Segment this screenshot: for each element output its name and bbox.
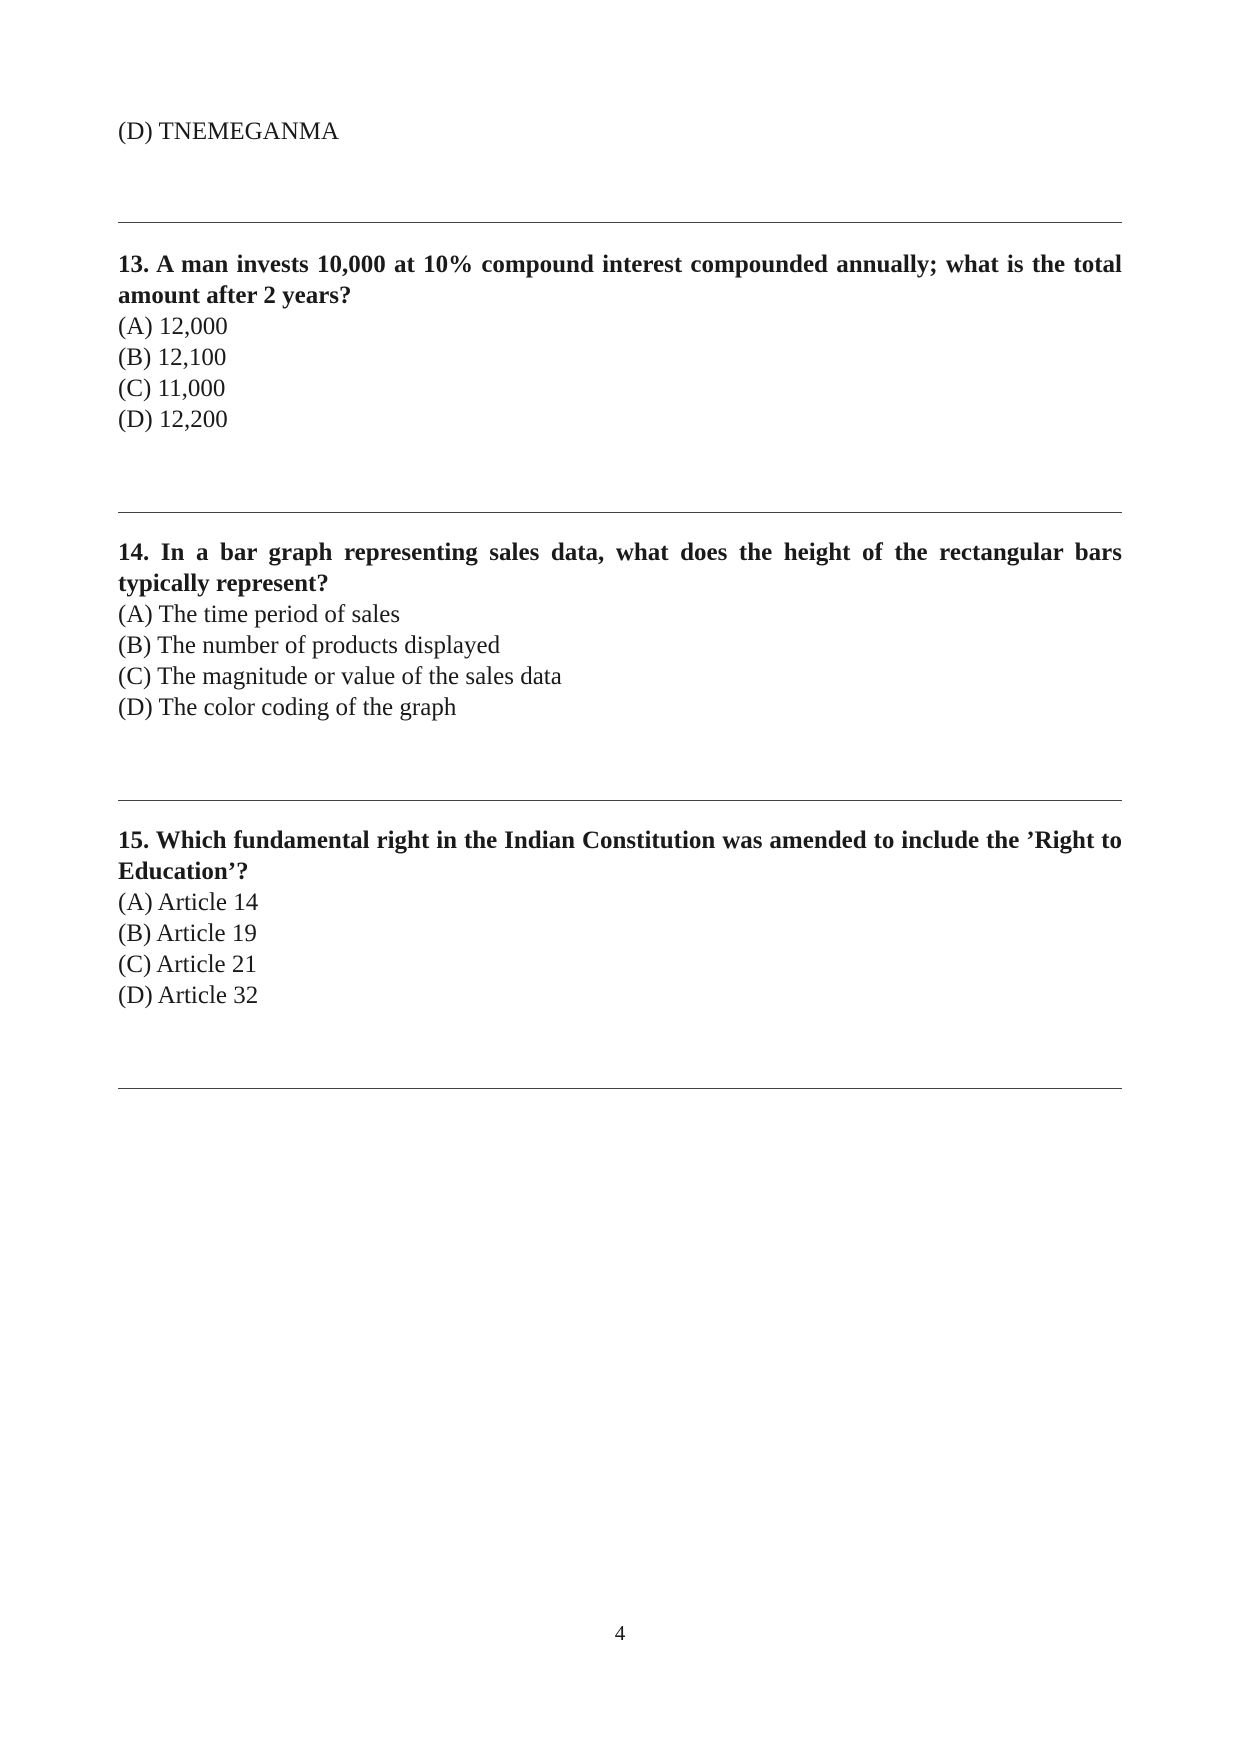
option-d: (D) Article 32 bbox=[118, 982, 259, 1009]
option-d: (D) 12,200 bbox=[118, 406, 228, 433]
divider bbox=[118, 1088, 1122, 1089]
question-text bbox=[118, 249, 1122, 311]
page-number: 4 bbox=[614, 1621, 626, 1645]
question-number: 13. bbox=[118, 251, 150, 278]
carryover-option: (D) TNEMEGANMA bbox=[118, 118, 340, 145]
question-15 bbox=[118, 825, 1122, 1011]
question-14 bbox=[118, 537, 1122, 723]
question-stem: Which fundamental right in the Indian Constitution was amended to include the ’Right to Education’? bbox=[118, 827, 1122, 885]
divider bbox=[118, 222, 1122, 223]
option-c: (C) Article 21 bbox=[118, 951, 257, 978]
option-a: (A) The time period of sales bbox=[118, 601, 401, 628]
option-d: (D) The color coding of the graph bbox=[118, 694, 457, 721]
divider bbox=[118, 512, 1122, 513]
question-stem: A man invests 10,000 at 10% compound interest compounded annually; what is the total amount after 2 years? bbox=[118, 251, 1123, 309]
question-text bbox=[118, 825, 1122, 887]
question-number: 14. bbox=[118, 539, 150, 566]
divider bbox=[118, 800, 1122, 801]
question-number: 15. bbox=[118, 827, 150, 854]
option-b: (B) Article 19 bbox=[118, 920, 257, 947]
option-b: (B) 12,100 bbox=[118, 344, 227, 371]
question-stem: In a bar graph representing sales data, what does the height of the rectangular bars typically represent? bbox=[118, 539, 1122, 597]
question-13 bbox=[118, 249, 1122, 435]
question-text bbox=[118, 537, 1122, 599]
option-b: (B) The number of products displayed bbox=[118, 632, 501, 659]
option-c: (C) 11,000 bbox=[118, 375, 226, 402]
option-a: (A) Article 14 bbox=[118, 889, 259, 916]
option-c: (C) The magnitude or value of the sales data bbox=[118, 663, 562, 690]
option-a: (A) 12,000 bbox=[118, 313, 228, 340]
